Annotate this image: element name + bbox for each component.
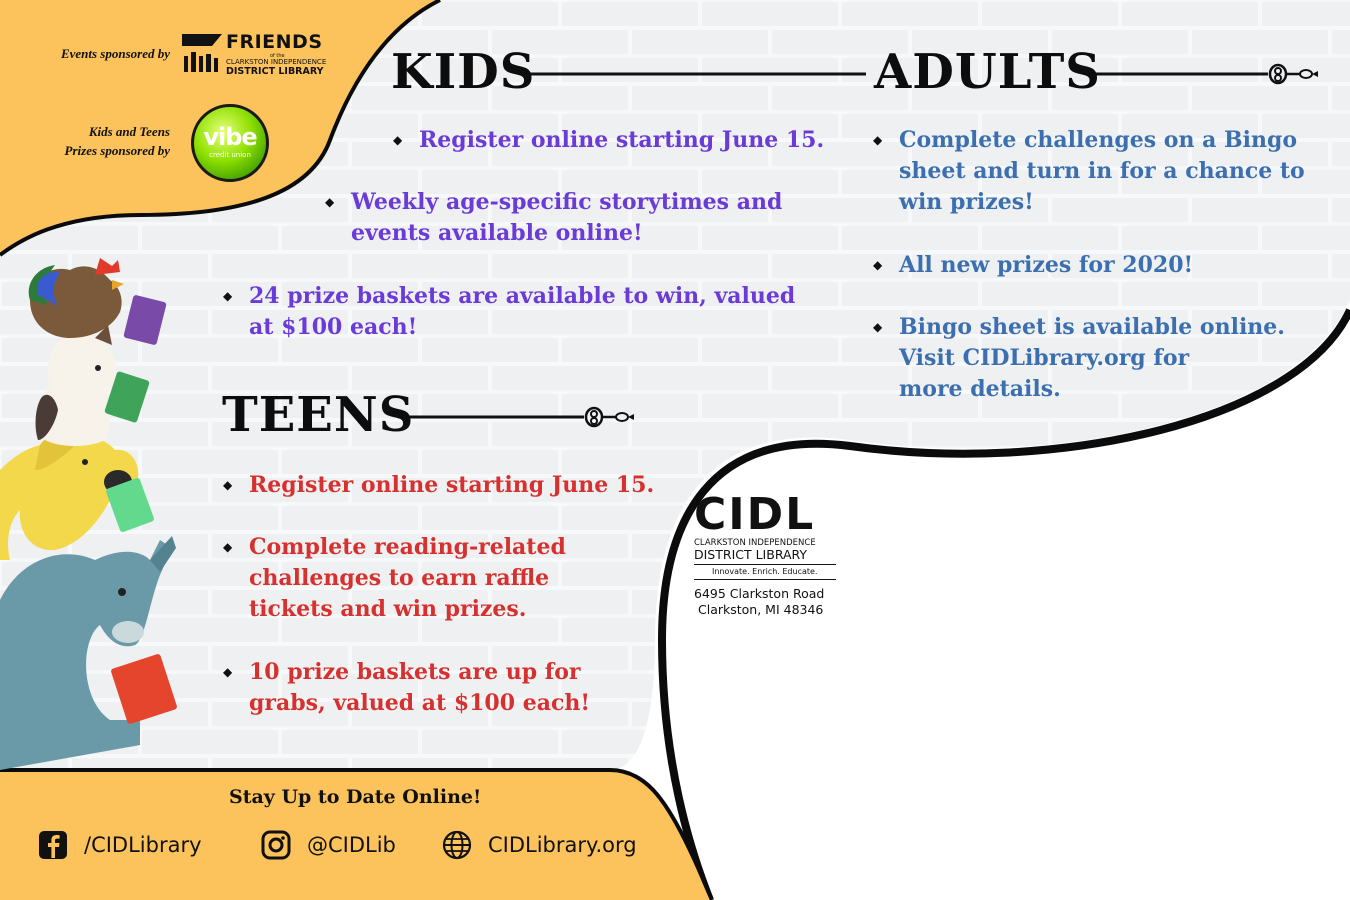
teens-item-2 xyxy=(223,532,649,625)
website-url: CIDLibrary.org xyxy=(488,833,637,857)
teens-item-2-line1: Complete reading-related xyxy=(249,534,566,560)
bullet-icon: ◆ xyxy=(223,289,233,303)
adults-item-2-line1: All new prizes for 2020! xyxy=(899,252,1194,278)
adults-item-1 xyxy=(873,125,1319,218)
kids-item-2-line1: Weekly age-specific storytimes and xyxy=(351,189,783,215)
friends-logo xyxy=(182,32,326,78)
globe-icon xyxy=(442,830,472,860)
library-logo: CIDL xyxy=(694,489,816,540)
instagram-icon xyxy=(261,830,291,860)
events-sponsored-label: Events sponsored by xyxy=(60,46,170,61)
friends-line1: CLARKSTON INDEPENDENCE xyxy=(226,58,327,66)
adults-item-3-line2: Visit CIDLibrary.org for xyxy=(899,345,1190,371)
adults-item-3-line1: Bingo sheet is available online. xyxy=(899,314,1285,340)
instagram-link[interactable] xyxy=(261,828,396,862)
kids-heading: KIDS xyxy=(391,44,536,100)
bullet-icon: ◆ xyxy=(325,195,335,209)
teens-item-1 xyxy=(223,470,669,501)
kids-item-2-line2: events available online! xyxy=(351,220,643,246)
adults-heading: ADULTS xyxy=(874,44,1101,100)
adults-item-1-line1: Complete challenges on a Bingo xyxy=(899,127,1298,153)
library-address2: Clarkston, MI 48346 xyxy=(698,602,824,617)
library-return-address xyxy=(694,489,836,618)
kids-item-3-line2: at $100 each! xyxy=(249,314,418,340)
adults-item-3 xyxy=(873,312,1319,405)
teens-item-1-line1: Register online starting June 15. xyxy=(249,472,655,498)
facebook-handle: /CIDLibrary xyxy=(84,833,202,857)
bullet-icon: ◆ xyxy=(873,320,883,334)
teens-item-3 xyxy=(223,657,649,719)
facebook-icon xyxy=(38,830,68,860)
teens-heading: TEENS xyxy=(222,387,415,443)
teens-item-3-line2: grabs, valued at $100 each! xyxy=(249,690,591,716)
bullet-icon: ◆ xyxy=(223,540,233,554)
prizes-sponsored-label xyxy=(20,122,170,160)
kids-item-2 xyxy=(325,187,811,249)
kids-item-3-line1: 24 prize baskets are available to win, valued xyxy=(249,283,796,309)
friends-line2: DISTRICT LIBRARY xyxy=(226,66,324,77)
bullet-icon: ◆ xyxy=(873,258,883,272)
friends-title: FRIENDS xyxy=(226,31,323,53)
website-link[interactable] xyxy=(442,828,637,862)
prizes-label-line2: Prizes sponsored by xyxy=(64,143,170,158)
teens-item-2-line3: tickets and win prizes. xyxy=(249,596,527,622)
library-tagline: Innovate. Enrich. Educate. xyxy=(694,564,836,580)
adults-item-3-line3: more details. xyxy=(899,376,1061,402)
library-address1: 6495 Clarkston Road xyxy=(694,586,825,601)
vibe-logo xyxy=(191,104,269,182)
bullet-icon: ◆ xyxy=(393,133,403,147)
bullet-icon: ◆ xyxy=(223,478,233,492)
kids-item-3 xyxy=(223,281,809,343)
adults-item-2 xyxy=(873,250,1319,281)
instagram-handle: @CIDLib xyxy=(307,833,396,857)
prizes-label-line1: Kids and Teens xyxy=(88,124,170,139)
teens-item-2-line2: challenges to earn raffle xyxy=(249,565,550,591)
footer-title: Stay Up to Date Online! xyxy=(229,786,482,808)
friends-book-icon xyxy=(182,32,226,76)
bullet-icon: ◆ xyxy=(873,133,883,147)
kids-item-1-line1: Register online starting June 15. xyxy=(419,127,825,153)
vibe-sub: credit union xyxy=(209,151,251,159)
vibe-name: vibe xyxy=(203,123,257,151)
facebook-link[interactable] xyxy=(38,828,202,862)
bullet-icon: ◆ xyxy=(223,665,233,679)
adults-item-1-line2: sheet and turn in for a chance to xyxy=(899,158,1305,184)
library-name-line1: CLARKSTON INDEPENDENCE xyxy=(694,538,816,548)
kids-item-1 xyxy=(393,125,839,156)
adults-item-1-line3: win prizes! xyxy=(899,189,1034,215)
library-name-line2: DISTRICT LIBRARY xyxy=(694,547,808,562)
teens-item-3-line1: 10 prize baskets are up for xyxy=(249,659,581,685)
friends-of-the: of the xyxy=(270,53,285,59)
